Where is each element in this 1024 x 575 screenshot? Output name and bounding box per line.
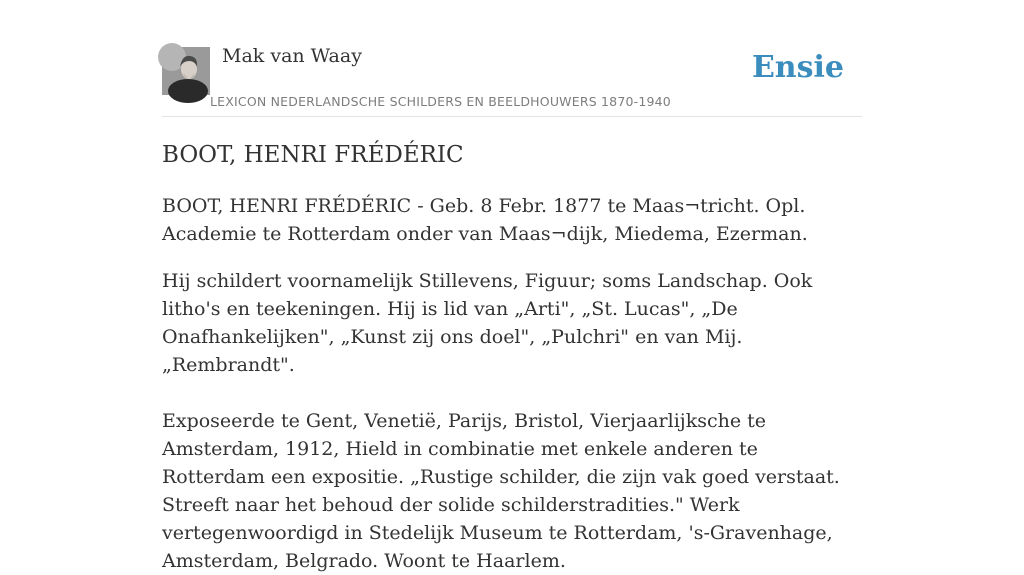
article-paragraph: BOOT, HENRI FRÉDÉRIC - Geb. 8 Febr. 1877 te Maas¬tricht. Opl. Academie te Rotterdam onder van Maas¬dijk, Miedema, Ezerman. (162, 195, 808, 245)
article-paragraph: Hij schildert voornamelijk Stillevens, Figuur; soms Landschap. Ook litho's en teekeningen. Hij is lid van „Arti", „St. Lucas", „De Onafhankelijken", „Kunst zij ons doel", „Pulchri" en van Mij. „Rembrandt". (162, 270, 813, 376)
lexicon-subtitle[interactable]: LEXICON NEDERLANDSCHE SCHILDERS EN BEELDHOUWERS 1870-1940 (210, 94, 671, 109)
portrait-photo-icon (162, 47, 210, 95)
author-name[interactable]: Mak van Waay (222, 45, 362, 67)
ensie-logo[interactable]: Ensie (751, 50, 844, 85)
article-paragraph: Exposeerde te Gent, Venetië, Parijs, Bristol, Vierjaarlijksche te Amsterdam, 1912, Hield in combinatie met enkele anderen te Rotterdam een expositie. „Rustige schilder, die zijn vak goed verstaat. Streeft naar het behoud der solide schilderstradities." Werk vertegenwoordigd in Stedelijk Museum te Rotterdam, 's-Gravenhage, Amsterdam, Belgrado. Woont te Haarlem. (162, 410, 840, 572)
page-header (162, 0, 862, 117)
article-content (162, 138, 862, 575)
article-title: BOOT, HENRI FRÉDÉRIC (162, 142, 464, 168)
author-avatar[interactable] (162, 47, 210, 95)
